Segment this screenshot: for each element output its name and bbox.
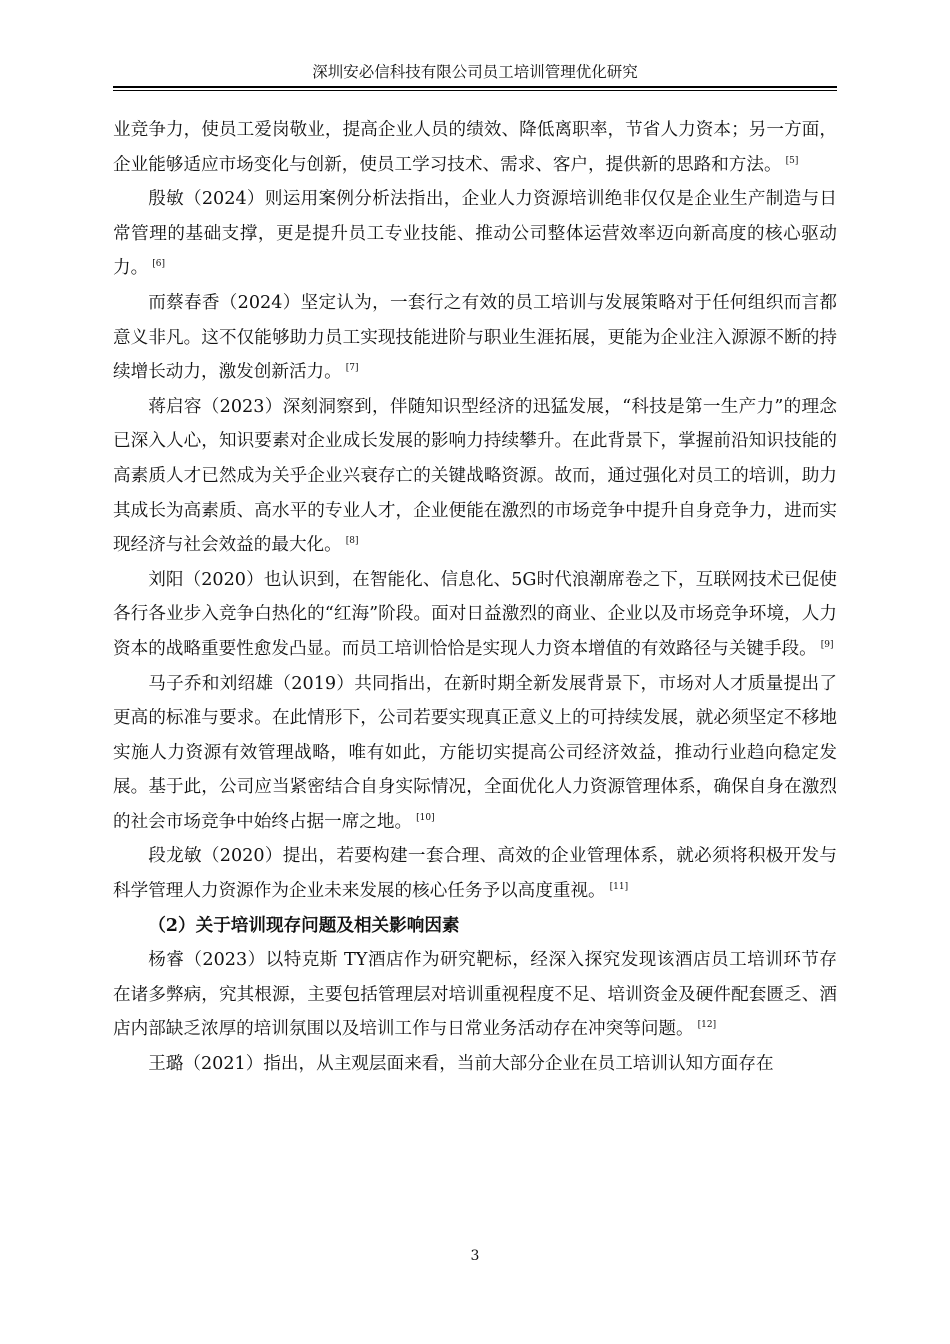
paragraph-text: 王璐（2021）指出，从主观层面来看，当前大部分企业在员工培训认知方面存在 — [148, 1054, 774, 1075]
citation: [8] — [345, 536, 359, 547]
citation: [5] — [785, 155, 799, 166]
paragraph — [113, 182, 837, 286]
paragraph-text: 殷敏（2024）则运用案例分析法指出，企业人力资源培训绝非仅仅是企业生产制造与日常管理的基础支撑，更是提升员工专业技能、推动公司整体运营效率迈向新高度的核心驱动力。 — [113, 189, 837, 279]
paragraph — [113, 1047, 837, 1082]
paragraph — [113, 286, 837, 390]
section-heading: （2）关于培训现存问题及相关影响因素 — [148, 914, 460, 936]
paragraph-text: 而蔡春香（2024）坚定认为，一套行之有效的员工培训与发展策略对于任何组织而言都意义非凡。这不仅能够助力员工实现技能进阶与职业生涯拓展，更能为企业注入源源不断的持续增长动力，激发创新活力。 — [113, 292, 837, 383]
body-text — [113, 113, 837, 1082]
paragraph — [113, 943, 837, 1047]
citation: [12] — [697, 1020, 717, 1031]
paragraph — [113, 390, 837, 563]
paragraph — [113, 113, 837, 182]
page-header: 深圳安必信科技有限公司员工培训管理优化研究 — [312, 63, 638, 81]
page-number: 3 — [470, 1248, 480, 1264]
paragraph-text: 业竞争力，使员工爱岗敬业，提高企业人员的绩效、降低离职率，节省人力资本；另一方面，企业能够适应市场变化与创新，使员工学习技术、需求、客户，提供新的思路和方法。 — [113, 120, 837, 175]
paragraph — [113, 667, 837, 840]
header-rule — [113, 86, 837, 88]
paragraph — [113, 563, 837, 667]
citation: [6] — [152, 259, 165, 270]
citation: [11] — [609, 882, 629, 893]
paragraph — [113, 839, 837, 908]
citation: [9] — [820, 639, 834, 650]
paragraph-text: 马子乔和刘绍雄（2019）共同指出，在新时期全新发展背景下，市场对人才质量提出了更高的标准与要求。在此情形下，公司若要实现真正意义上的可持续发展，就必须坚定不移地实施人力资源有效管理战略，唯有如此，方能切实提高公司经济效益，推动行业趋向稳定发展。基于此，公司应当紧密结合自身实际情况，全面优化人力资源管理体系，确保自身在激烈的社会市场竞争中始终占据一席之地。 — [113, 673, 837, 832]
paragraph-text: 段龙敏（2020）提出，若要构建一套合理、高效的企业管理体系，就必须将积极开发与科学管理人力资源作为企业未来发展的核心任务予以高度重视。 — [113, 846, 837, 902]
paragraph-text: 刘阳（2020）也认识到，在智能化、信息化、5G时代浪潮席卷之下，互联网技术已促使各行各业步入竞争白热化的“红海”阶段。面对日益激烈的商业、企业以及市场竞争环境，人力资本的战略重要性愈发凸显。而员工培训恰恰是实现人力资本增值的有效路径与关键手段。 — [113, 569, 837, 659]
header-rule-thin — [113, 90, 837, 91]
paragraph-text: 杨睿（2023）以特克斯 TY酒店作为研究靶标，经深入探究发现该酒店员工培训环节存在诸多弊病，究其根源，主要包括管理层对培训重视程度不足、培训资金及硬件配套匮乏、酒店内部缺乏浓厚的培训氛围以及培训工作与日常业务活动存在冲突等问题。 — [113, 950, 837, 1040]
citation: [10] — [416, 812, 435, 823]
citation: [7] — [345, 363, 359, 374]
paragraph-text: 蒋启容（2023）深刻洞察到，伴随知识型经济的迅猛发展，“科技是第一生产力”的理念已深入人心，知识要素对企业成长发展的影响力持续攀升。在此背景下，掌握前沿知识技能的高素质人才已然成为关乎企业兴衰存亡的关键战略资源。故而，通过强化对员工的培训，助力其成长为高素质、高水平的专业人才，企业便能在激烈的市场竞争中提升自身竞争力，进而实现经济与社会效益的最大化。 — [113, 396, 837, 556]
